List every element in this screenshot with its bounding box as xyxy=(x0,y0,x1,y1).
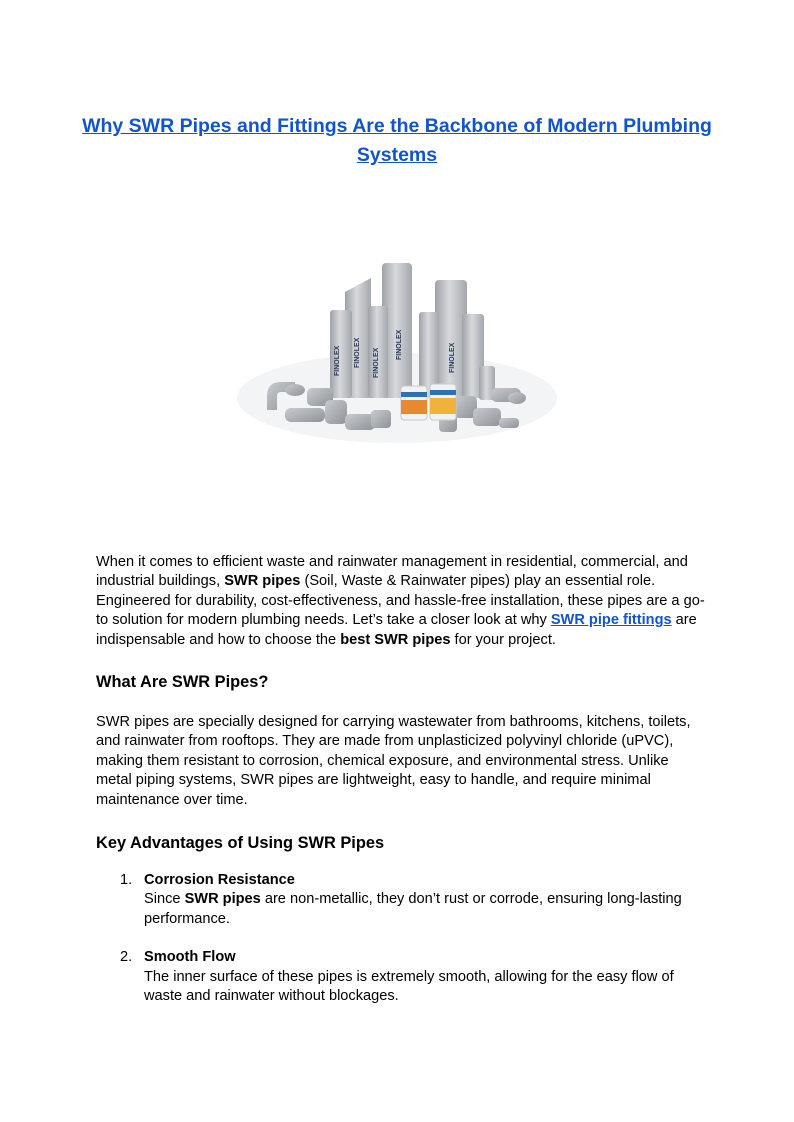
pipe-brand-label: FINOLEX xyxy=(334,345,341,376)
intro-text: for your project. xyxy=(450,631,556,648)
list-item-text: are non-metallic, they don’t rust or corrode, ensuring long-lasting performance. xyxy=(144,891,682,927)
swr-pipe-fittings-link[interactable]: SWR pipe fittings xyxy=(550,612,672,629)
list-item-title: Smooth Flow xyxy=(144,949,236,966)
list-item xyxy=(96,948,706,1006)
intro-bold-swr-pipes: SWR pipes xyxy=(224,573,301,590)
advantages-list xyxy=(96,871,706,1006)
list-item-number: 1. xyxy=(120,872,133,889)
section-heading-key-advantages: Key Advantages of Using SWR Pipes xyxy=(96,834,385,853)
page-title[interactable]: Why SWR Pipes and Fittings Are the Backbone of Modern Plumbing Systems xyxy=(82,115,712,166)
list-item xyxy=(96,871,706,929)
list-item-text: Since xyxy=(144,891,185,908)
list-item-title: Corrosion Resistance xyxy=(144,872,295,889)
intro-bold-best-swr-pipes: best SWR pipes xyxy=(340,631,451,648)
section-paragraph: SWR pipes are specially designed for carrying wastewater from bathrooms, kitchens, toilets, and rainwater from rooftops. They are made from unplasticized polyvinyl chloride (uPVC), making them resistant to corrosion, chemical exposure, and environmental stress. Unlike metal piping systems, SWR pipes are lightweight, easy to handle, and require minimal maintenance over time. xyxy=(96,714,691,808)
list-item-bold: SWR pipes xyxy=(184,891,261,908)
pipe-brand-label: FINOLEX xyxy=(449,342,456,373)
swr-pipes-product-image xyxy=(225,248,570,453)
pipe-brand-label: FINOLEX xyxy=(354,337,361,368)
pipe-brand-label: FINOLEX xyxy=(396,329,403,360)
section-heading-what-are-swr-pipes: What Are SWR Pipes? xyxy=(96,673,269,692)
intro-text: (Soil, Waste & Rainwater pipes) play an essential role. Engineered for durability, cost-effectiveness, and hassle-free installation, these pipes are a go-to solution for modern plumbing needs. Let’s take a closer look at why xyxy=(96,573,705,629)
intro-text: When it comes to efficient waste and rainwater management in residential, commercial, and industrial buildings, xyxy=(96,554,688,590)
intro-text: are indispensable and how to choose the xyxy=(96,612,697,648)
list-item-text: The inner surface of these pipes is extremely smooth, allowing for the easy flow of waste and rainwater without blockages. xyxy=(144,968,674,1005)
intro-paragraph xyxy=(96,553,706,650)
list-item-number: 2. xyxy=(120,949,133,966)
pipe-brand-label: FINOLEX xyxy=(373,347,380,378)
